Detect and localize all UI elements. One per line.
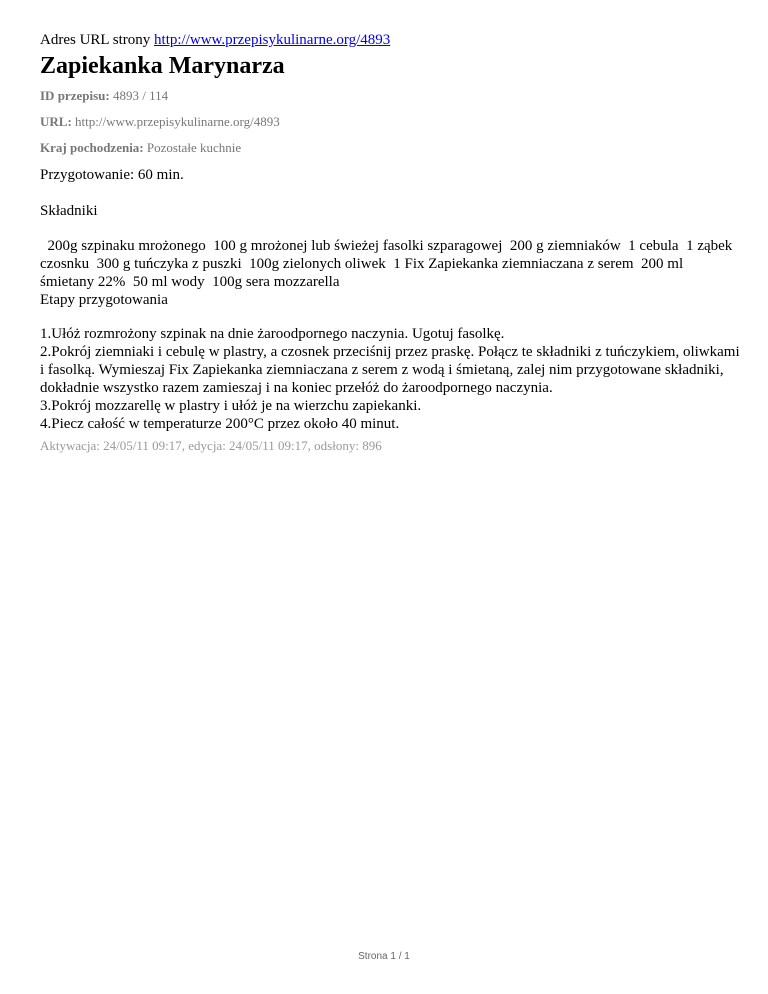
recipe-id: [40, 87, 740, 105]
recipe-url: [40, 113, 740, 131]
recipe-title: Zapiekanka Marynarza: [40, 53, 285, 79]
url-prefix: Adres URL strony: [40, 32, 151, 48]
recipe-url-label: URL:: [40, 114, 72, 129]
prep-time: Przygotowanie: 60 min.: [40, 167, 184, 183]
recipe-origin: [40, 139, 740, 157]
page-url-line: [40, 30, 740, 50]
recipe-origin-value: Pozostałe kuchnie: [146, 140, 242, 155]
ingredients-list: 200g szpinaku mrożonego 100 g mrożonej lub świeżej fasolki szparagowej 200 g ziemniaków 1 cebula 1 ząbek czosnku 300 g tuńczyka z puszki 100g zielonych oliwek 1 Fix Zapiekanka ziemniaczana z serem 200 ml śmietany 22% 50 ml wody 100g sera mozzarella: [40, 238, 737, 290]
step-item: 3.Pokrój mozzarellę w plastry i ułóż je na wierzchu zapiekanki.: [40, 398, 422, 414]
recipe-origin-label: Kraj pochodzenia:: [40, 140, 144, 155]
activity-info: Aktywacja: 24/05/11 09:17, edycja: 24/05/11 09:17, odsłony: 896: [40, 438, 382, 453]
step-item: 1.Ułóż rozmrożony szpinak na dnie żaroodpornego naczynia. Ugotuj fasolkę.: [40, 326, 505, 342]
step-item: 2.Pokrój ziemniaki i cebulę w plastry, a czosnek przeciśnij przez praskę. Połącz te składniki z tuńczykiem, oliwkami i fasolką. Wymieszaj Fix Zapiekanka ziemniaczana z serem z wodą i śmietaną, zalej nim przygotowane składniki, dokładnie wszystko razem zamieszaj i na koniec przełóż do żaroodpornego naczynia.: [40, 344, 740, 396]
recipe-url-value: http://www.przepisykulinarne.org/4893: [75, 114, 280, 129]
document-page: [40, 30, 740, 468]
step-item: 4.Piecz całość w temperaturze 200°C przez około 40 minut.: [40, 416, 400, 432]
recipe-url-link[interactable]: http://www.przepisykulinarne.org/4893: [154, 32, 391, 48]
recipe-id-value: 4893 / 114: [112, 88, 169, 103]
ingredients-heading: Składniki: [40, 203, 98, 219]
steps-heading: Etapy przygotowania: [40, 292, 168, 308]
steps-list: [40, 325, 740, 433]
page-number: Strona 1 / 1: [358, 951, 410, 962]
recipe-id-label: ID przepisu:: [40, 88, 110, 103]
